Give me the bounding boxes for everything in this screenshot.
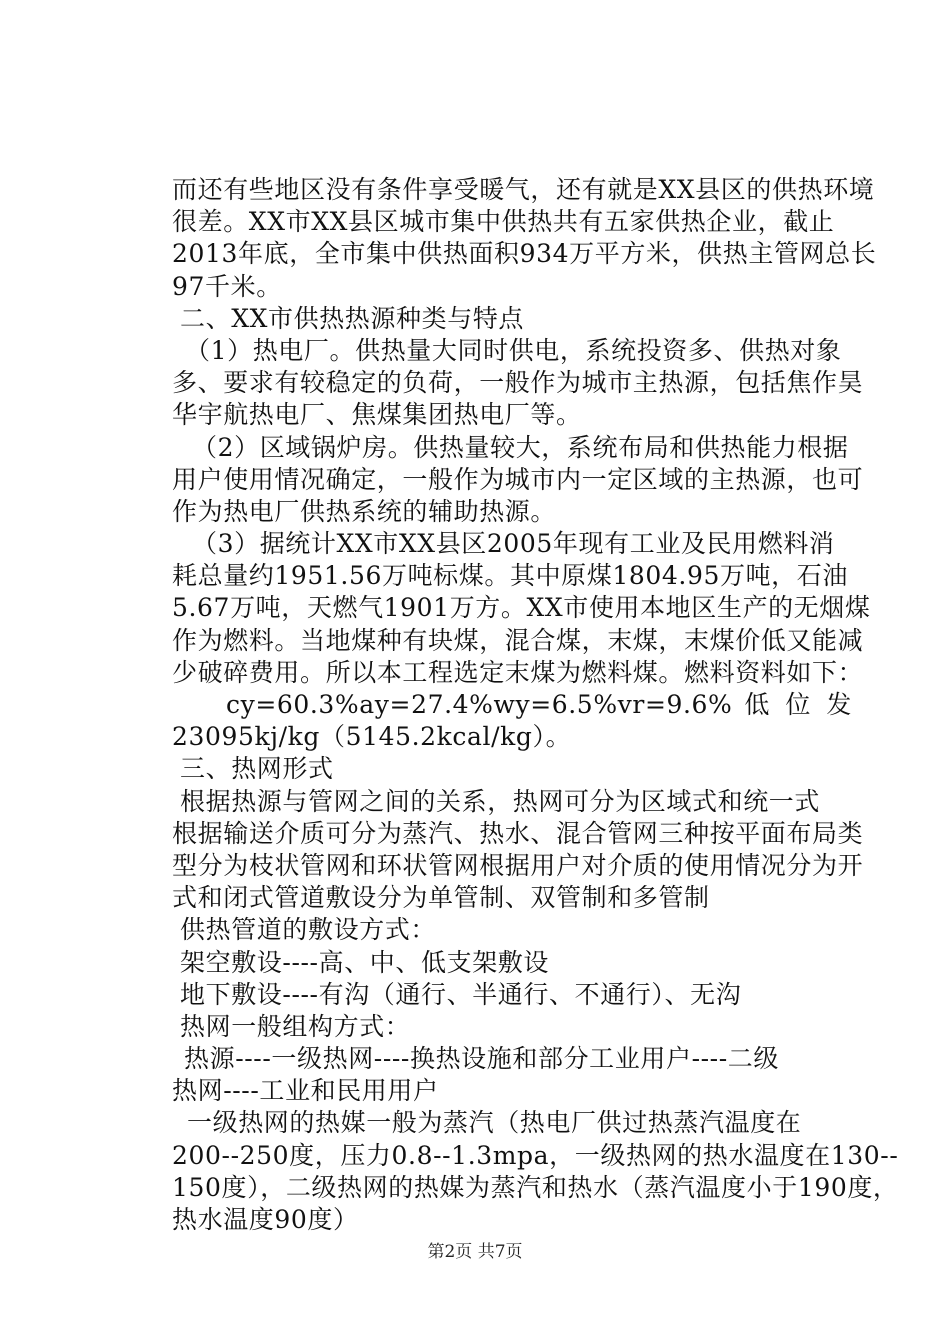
text-line: 150度），二级热网的热媒为蒸汽和热水（蒸汽温度小于190度， — [172, 1172, 899, 1202]
text-line: （2）区域锅炉房。供热量较大，系统布局和供热能力根据 — [192, 432, 849, 462]
section-heading: 三、热网形式 — [180, 754, 334, 784]
section-heading: 二、XX市供热热源种类与特点 — [180, 303, 524, 333]
text-line: 97千米。 — [172, 271, 282, 301]
page-number: 第2页 共7页 — [427, 1242, 523, 1262]
text-line: 根据热源与管网之间的关系，热网可分为区域式和统一式 — [180, 786, 821, 816]
text-line: 用户使用情况确定，一般作为城市内一定区域的主热源，也可 — [172, 464, 864, 494]
text-line: 耗总量约1951.56万吨标煤。其中原煤1804.95万吨，石油 — [172, 561, 848, 591]
text-line: 华宇航热电厂、焦煤集团热电厂等。 — [172, 400, 582, 430]
text-line: 架空敷设----高、中、低支架敷设 — [180, 947, 549, 977]
text-line: 而还有些地区没有条件享受暖气，还有就是XX县区的供热环境 — [172, 175, 875, 204]
text-line: 一级热网的热媒一般为蒸汽（热电厂供过热蒸汽温度在 — [187, 1108, 802, 1138]
text-line: 很差。XX市XX县区城市集中供热共有五家供热企业，截止 — [172, 207, 835, 237]
text-line: 供热管道的敷设方式： — [180, 915, 437, 945]
text-line: 式和闭式管道敷设分为单管制、双管制和多管制 — [172, 883, 710, 913]
document-body — [172, 174, 899, 1236]
text-line: 型分为枝状管网和环状管网根据用户对介质的使用情况分为开 — [172, 850, 864, 880]
text-line: （3）据统计XX市XX县区2005年现有工业及民用燃料消 — [192, 529, 835, 559]
text-line: 热源----一级热网----换热设施和部分工业用户----二级 — [184, 1044, 779, 1074]
text-line: 少破碎费用。所以本工程选定末煤为燃料煤。燃料资料如下： — [172, 657, 864, 687]
text-line: 200--250度，压力0.8--1.3mpa，一级热网的热水温度在130-- — [172, 1140, 899, 1170]
text-line: 多、要求有较稳定的负荷，一般作为城市主热源，包括焦作昊 — [172, 368, 864, 398]
text-line: 5.67万吨，天燃气1901万方。XX市使用本地区生产的无烟煤 — [172, 593, 871, 623]
text-line: 作为热电厂供热系统的辅助热源。 — [172, 496, 557, 526]
text-line: 热水温度90度） — [172, 1205, 359, 1234]
text-line: 地下敷设----有沟（通行、半通行、不通行）、无沟 — [180, 979, 742, 1009]
text-line: 作为燃料。当地煤种有块煤，混合煤，末煤，末煤价低又能减 — [172, 625, 864, 655]
text-line: 2013年底，全市集中供热面积934万平方米，供热主管网总长 — [172, 239, 877, 269]
formula-line: cy=60.3%ay=27.4%wy=6.5%vr=9.6% 低 位 发 — [226, 690, 852, 719]
text-line: 根据输送介质可分为蒸汽、热水、混合管网三种按平面布局类 — [172, 818, 864, 848]
text-line: 热网一般组构方式： — [180, 1011, 411, 1041]
text-line: （1）热电厂。供热量大同时供电，系统投资多、供热对象 — [185, 335, 842, 365]
text-line: 23095kj/kg（5145.2kcal/kg）。 — [172, 722, 572, 752]
text-line: 热网----工业和民用用户 — [172, 1076, 439, 1106]
